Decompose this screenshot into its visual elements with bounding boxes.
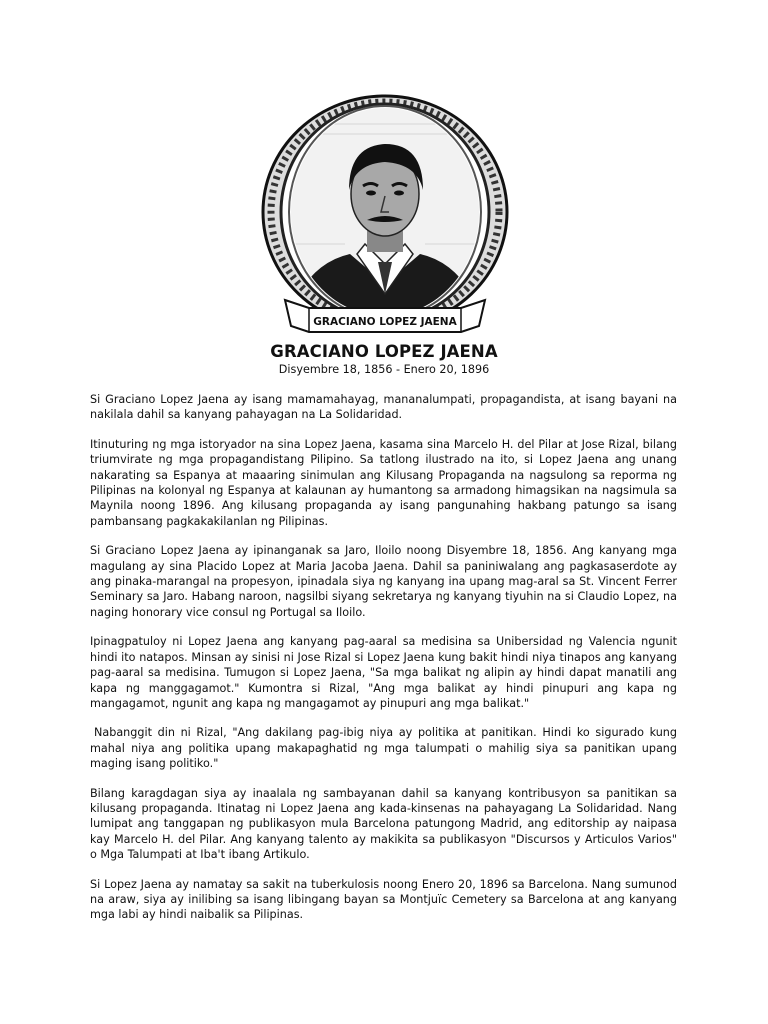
paragraph: Bilang karagdagan siya ay inaalala ng sambayanan dahil sa kanyang kontribusyon sa panitikan sa kilusang propaganda. Itinatag ni Lopez Jaena ang kada-kinsenas na pahayagang La Solidaridad. Nang lumipat ang tanggapan ng publikasyon mula Barcelona patungong Madrid, ang editorship ay naipasa kay Marcelo H. del Pilar. Ang kanyang talento ay makikita sa publikasyon "Discursos y Articulos Varios" o Mga Talumpati at Iba't ibang Artikulo. [90, 786, 677, 862]
paragraph: Si Graciano Lopez Jaena ay ipinanganak sa Jaro, Iloilo noong Disyembre 18, 1856. Ang kanyang mga magulang ay sina Placido Lopez at Maria Jacoba Jaena. Dahil sa paniniwalang ang pagkasaserdote ay ang pinaka-marangal na propesyon, ipinadala siya ng kanyang ina upang mag-aral sa St. Vincent Ferrer Seminary sa Jaro. Habang naroon, nagsilbi siyang sekretarya ng kanyang tiyuhin na si Claudio Lopez, na naging honorary vice consul ng Portugal sa Iloilo. [90, 544, 677, 619]
paragraph: Si Graciano Lopez Jaena ay isang mamamahayag, mananalumpati, propagandista, at isang bayani na nakilala dahil sa kanyang pahayagan na La Solidaridad. [90, 393, 677, 422]
paragraph: Itinuturing ng mga istoryador na sina Lopez Jaena, kasama sina Marcelo H. del Pilar at Jose Rizal, bilang triumvirate ng mga propagandistang Pilipino. Sa tatlong ilustrado na ito, si Lopez Jaena ang unang nakarating sa Espanya at maaaring sinimulan ang Kilusang Propaganda na nagsulong sa reporma ng Pilipinas na kolonyal ng Espanya at kalaunan ay humantong sa armadong himagsikan na nagsimula sa Maynila noong 1896. Ang kilusang propaganda ay isang pangunahing hakbang patungo sa isang pambansang pagkakakilanlan ng Pilipinas. [90, 437, 677, 528]
paragraph: Si Lopez Jaena ay namatay sa sakit na tuberkulosis noong Enero 20, 1896 sa Barcelona. Nang sumunod na araw, siya ay inilibing sa isang libingang bayan sa Montjuïc Cemetery sa Barcelona at ang kanyang mga labi ay hindi naibalik sa Pilipinas. [90, 877, 677, 922]
life-dates: Disyembre 18, 1856 - Enero 20, 1896 [278, 363, 490, 376]
paragraph: Nabanggit din ni Rizal, "Ang dakilang pag-ibig niya ay politika at panitikan. Hindi ko sigurado kung mahal niya ang politika upang makapaghatid ng mga talumpati o mahilig siya sa panitikan upang maging isang politiko." [90, 726, 677, 771]
portrait-caption: GRACIANO LOPEZ JAENA [313, 316, 457, 328]
page-title: GRACIANO LOPEZ JAENA [270, 342, 498, 361]
portrait-medallion [245, 94, 525, 342]
portrait-image [245, 94, 525, 342]
paragraph: Ipinagpatuloy ni Lopez Jaena ang kanyang pag-aaral sa medisina sa Unibersidad ng Valencia ngunit hindi ito natapos. Minsan ay sinisi ni Jose Rizal si Lopez Jaena kung bakit hindi niya tinapos ang kanyang pag-aaral sa medisina. Tumugon si Lopez Jaena, "Sa mga balikat ng alipin ay hindi dapat manatili ang kapa ng manggagamot." Kumontra si Rizal, "Ang mga balikat ay hindi pinupuri ang kapa ng mangagamot, ngunit ang kapa ng mangagamot ay pinupuri ang mga balikat." [90, 635, 677, 710]
article-body [90, 392, 677, 937]
